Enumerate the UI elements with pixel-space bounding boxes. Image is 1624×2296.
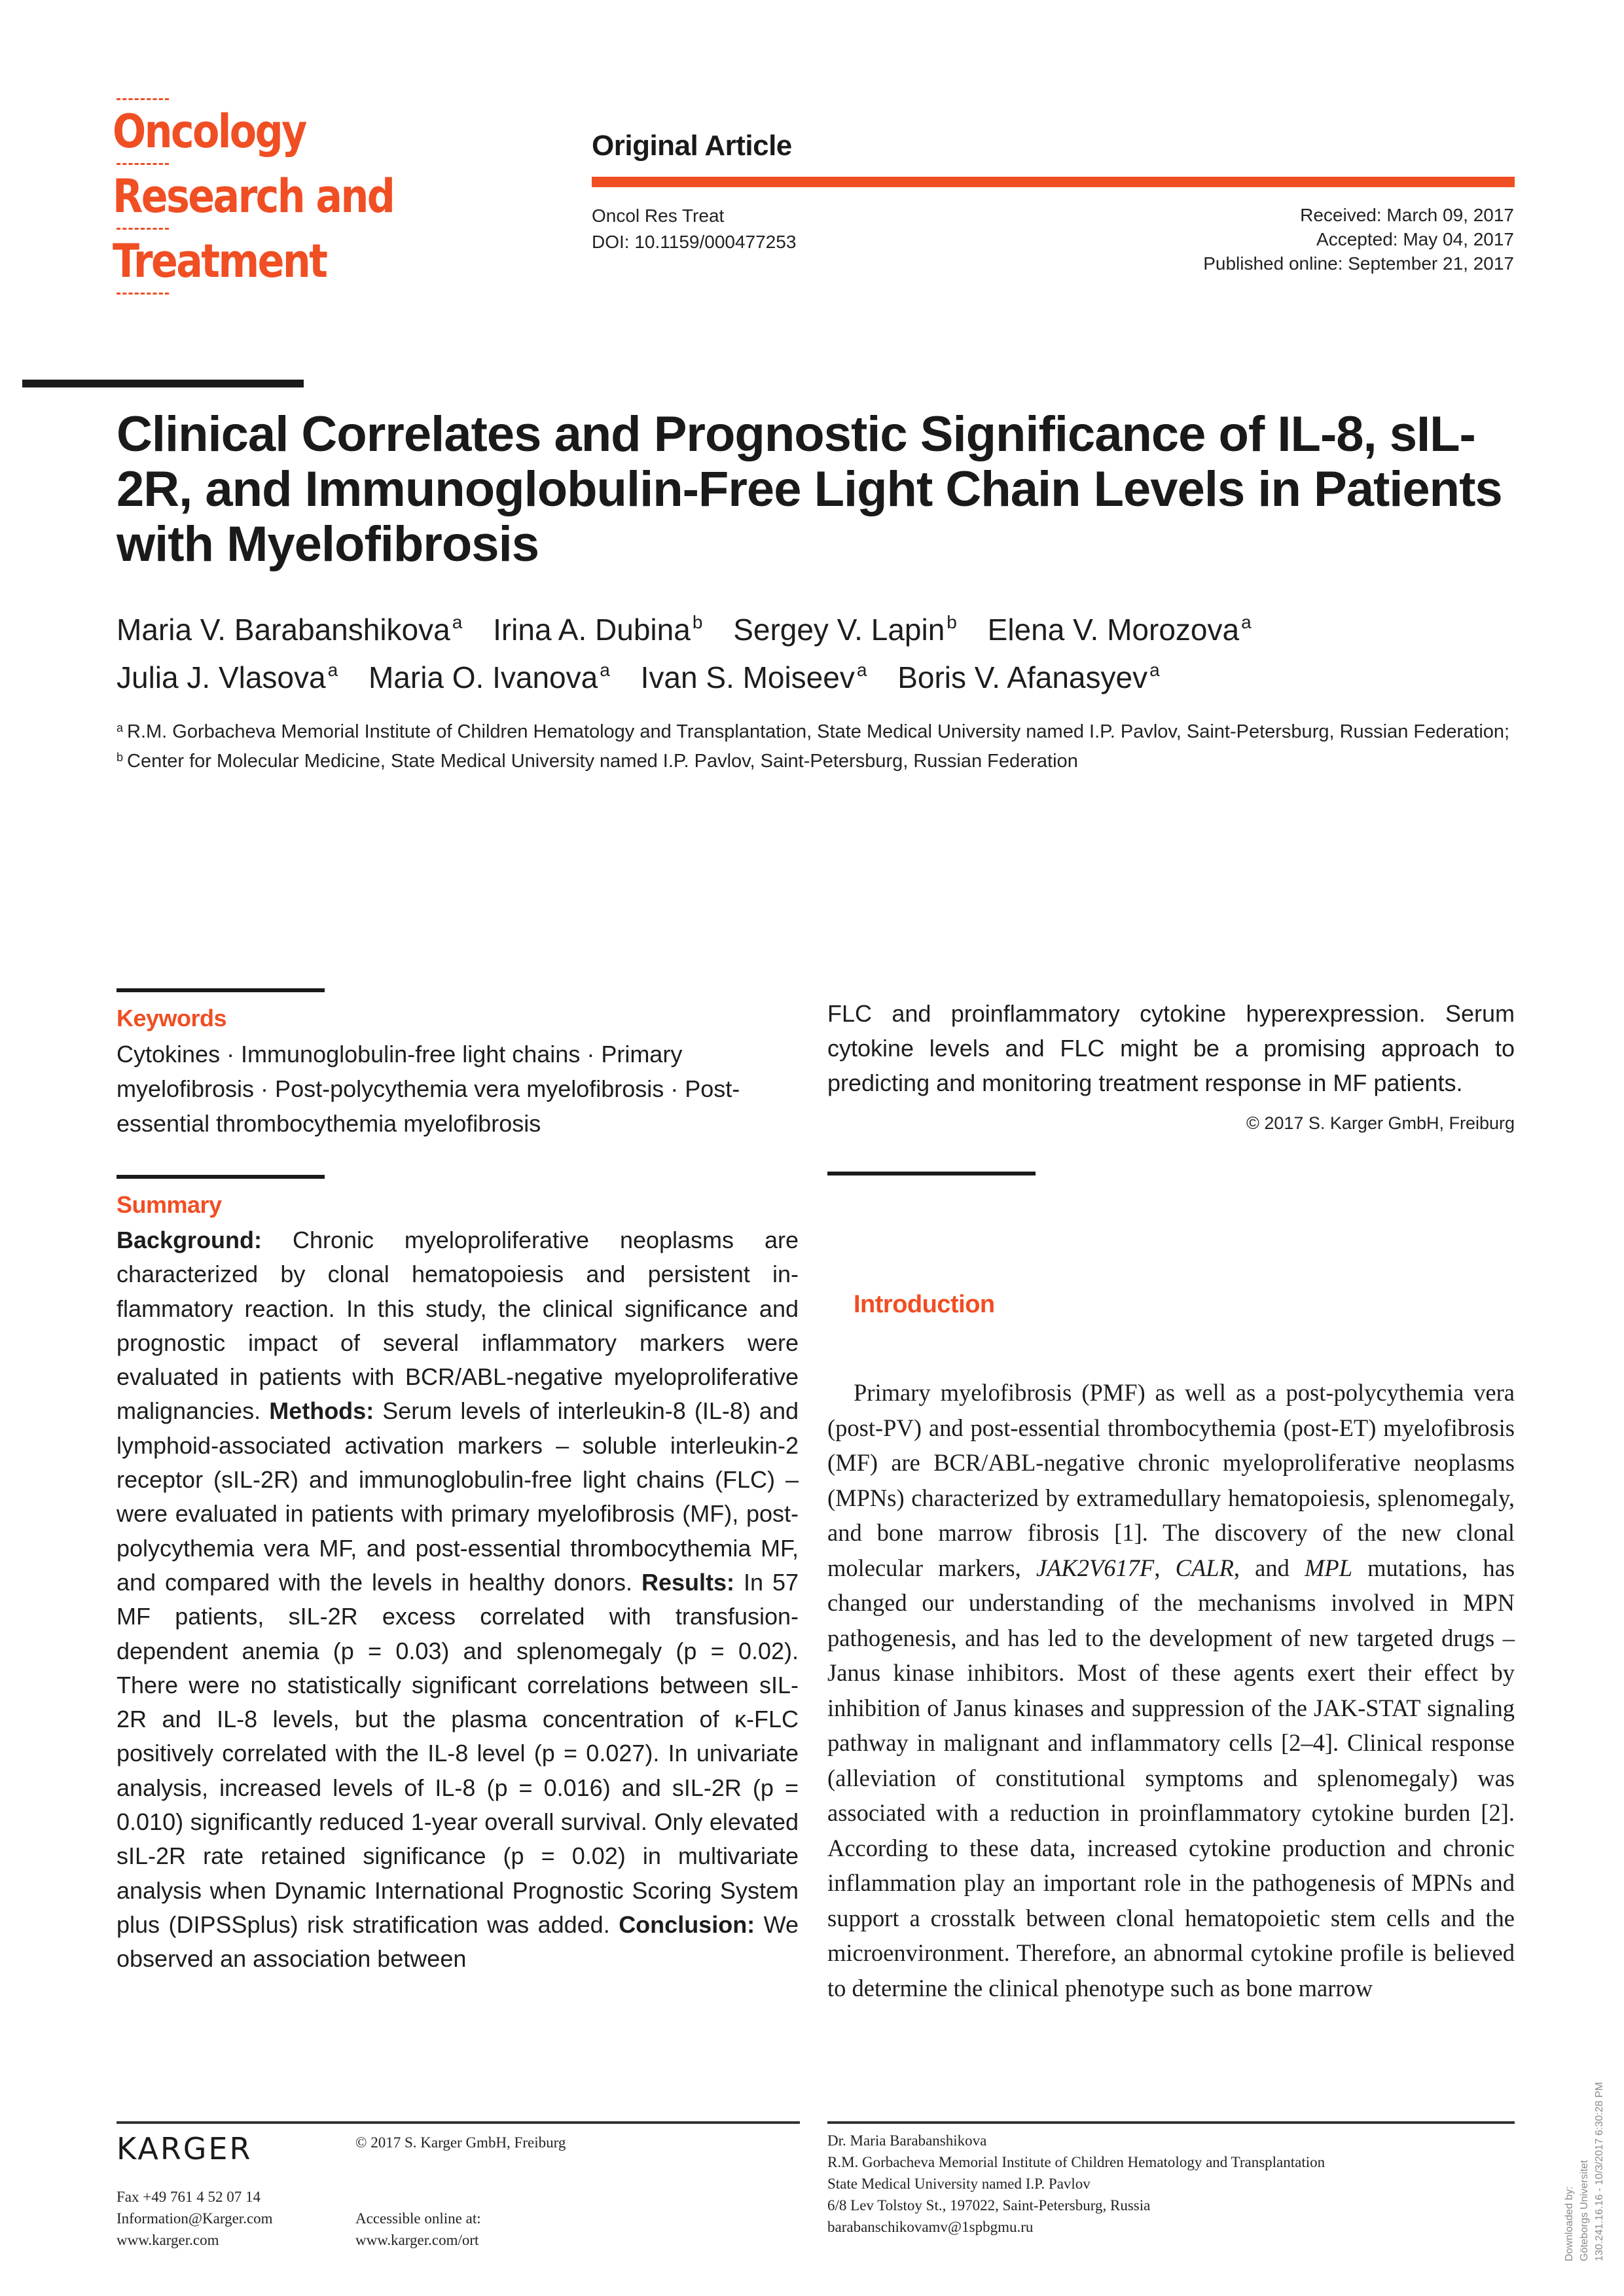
journal-logo: [113, 97, 453, 296]
fax: Fax +49 761 4 52 07 14: [117, 2189, 261, 2205]
background-text: Chronic myeloproliferative neoplasms are characterized by clonal hematopoiesis and persistent inflammatory reaction. In this study, the clinical significance and prognostic impact of several inflammatory markers were evaluated in patients with BCR/ABL-negative myeloproliferative malignancies.: [117, 1227, 799, 1425]
title-rule: [22, 380, 304, 387]
author: Elena V. Morozova $^a$: [987, 612, 1252, 647]
methods-label: Methods:: [269, 1397, 374, 1425]
download-watermark: Downloaded by: Göteborgs Universitet 130.241.16.16 - 10/3/2017 6:30:28 PM: [1564, 2082, 1605, 2261]
footer-rule: [117, 2121, 800, 2124]
affiliations: [117, 717, 1524, 776]
keywords-heading: Keywords: [117, 1005, 227, 1031]
introduction-heading: Introduction: [854, 1291, 995, 1318]
correspondence-name: Dr. Maria Barabanshikova: [827, 2132, 987, 2149]
correspondence-institute: R.M. Gorbacheva Memorial Institute of Children Hematology and Transplantation: [827, 2154, 1326, 2170]
footer-rule: [827, 2121, 1515, 2124]
results-text: In 57 MF patients, sIL-2R excess correlated with transfusion-dependent anemia (p = 0.03) and splenomegaly (p = 0.02). There were no statistically significant correlations between sIL-2R and IL-8 levels, but the plasma concentration of κ-FLC positively correlated with the IL-8 level (p = 0.027). In univariate analysis, increased levels of IL-8 (p = 0.016) and sIL-2R (p = 0.010) significantly reduced 1-year overall survival. Only elevated sIL-2R rate retained significance (p = 0.02) in multivariate analysis when Dynamic International Prognostic Scoring System plus (DIPSSplus) risk stratification was added.: [117, 1568, 799, 1938]
author: Boris V. Afanasyev $^a$: [897, 660, 1160, 694]
gene-name: JAK2V617F: [1036, 1554, 1155, 1581]
section-rule: [117, 1175, 325, 1179]
publication-dates: [1203, 203, 1514, 276]
methods-text: Serum levels of interleukin-8 (IL-8) and lymphoid-associated activation markers – soluble interleukin-2 receptor (sIL-2R) and immunoglobulin-free light chains (FLC) – were evaluated in patients with primary myelofibrosis (MF), post-polycythemia vera MF, and post-essential thrombocythemia MF, and compared with the levels in healthy donors.: [117, 1397, 799, 1596]
summary-heading: Summary: [117, 1191, 222, 1218]
author: Sergey V. Lapin $^b$: [733, 612, 957, 647]
author: Ivan S. Moiseev $^a$: [640, 660, 867, 694]
background-label: Background:: [117, 1227, 262, 1253]
logo-dashed-rule: [117, 228, 169, 230]
access-label: Accessible online at:: [355, 2210, 481, 2227]
summary-text: [117, 1223, 799, 1977]
author: Irina A. Dubina $^b$: [493, 612, 703, 647]
affiliation: b Center for Molecular Medicine, State Medical University named I.P. Pavlov, Saint-Petersburg, Russian Federation: [117, 751, 1078, 772]
footer-copyright: © 2017 S. Karger GmbH, Freiburg: [355, 2134, 566, 2151]
article-type: Original Article: [592, 130, 792, 162]
access-url-link[interactable]: www.karger.com/ort: [355, 2232, 479, 2248]
logo-line-3: Treatment: [113, 234, 327, 288]
journal-meta: [592, 203, 796, 255]
correspondence-university: State Medical University named I.P. Pavlov: [827, 2176, 1091, 2192]
journal-abbrev: Oncol Res Treat: [592, 206, 725, 226]
header-accent-bar: [592, 177, 1515, 187]
logo-dashed-rule: [117, 98, 169, 100]
left-column: [117, 988, 799, 1977]
author: Maria V. Barabanshikova $^a$: [117, 612, 463, 647]
introduction-body: [827, 1375, 1515, 2005]
publisher-email-link[interactable]: Information@Karger.com: [117, 2210, 273, 2227]
author: Julia J. Vlasova $^a$: [117, 660, 338, 694]
conclusion-text-part1: We observed an association between: [117, 1910, 799, 1973]
gene-name: MPL: [1305, 1554, 1352, 1581]
logo-dashed-rule: [117, 293, 169, 295]
introduction-paragraph: Primary myelofibrosis (PMF) as well as a post-polycythemia vera (post-PV) and post-essential thrombocythemia (post-ET) myelofibrosis (MF) are BCR/ABL-negative chronic myeloproliferative neoplasms (MPNs) characterized by extramedullary hematopoiesis, splenomegaly, and bone marrow fibrosis [1]. The discovery of the new clonal molecular markers, JAK2V617F, CALR, and MPL mutations, has changed our understanding of the mechanisms involved in MPN pathogenesis, and has led to the development of new targeted drugs – Janus kinase inhibitors. Most of these agents exert their effect by inhibition of Janus kinases and suppression of the JAK-STAT signaling pathway in malignant and inflammatory cells [2–4]. Clinical response (alleviation of constitutional symptoms and splenomegaly) was associated with a reduction in proinflammatory cytokine burden [2]. According to these data, increased cytokine production and chronic inflammation play an important role in the pathogenesis of MPNs and support a crosstalk between clonal hematopoietic stem cells and the microenvironment. Therefore, an abnormal cytokine profile is believed to determine the clinical phenotype such as bone marrow: [827, 1379, 1515, 2001]
article-title: Clinical Correlates and Prognostic Significance of IL-8, sIL-2R, and Immunoglobulin-Free Light Chain Levels in Patients with Myelofibrosis: [117, 406, 1502, 572]
publisher-website-link[interactable]: www.karger.com: [117, 2232, 219, 2248]
correspondence-address: 6/8 Lev Tolstoy St., 197022, Saint-Petersburg, Russia: [827, 2197, 1151, 2214]
publisher-contact: [117, 2186, 273, 2251]
section-rule: [117, 988, 325, 992]
summary-copyright: © 2017 S. Karger GmbH, Freiburg: [1246, 1113, 1515, 1133]
correspondence-email-link[interactable]: barabanschikovamv@1spbgmu.ru: [827, 2219, 1034, 2235]
date-received: Received: March 09, 2017: [1300, 205, 1514, 225]
date-accepted: Accepted: May 04, 2017: [1316, 229, 1514, 249]
logo-line-1: Oncology: [113, 105, 306, 158]
correspondence: [827, 2130, 1325, 2238]
affiliation: a R.M. Gorbacheva Memorial Institute of Children Hematology and Transplantation, State Medical University named I.P. Pavlov, Saint-Petersburg, Russian Federation;: [117, 721, 1510, 742]
date-published: Published online: September 21, 2017: [1203, 253, 1514, 274]
conclusion-text-part2: FLC and proinflammatory cytokine hyperexpression. Serum cytokine levels and FLC might be a promising approach to predicting and monitoring treatment response in MF patients.: [827, 1000, 1515, 1096]
section-rule: [827, 1172, 1036, 1175]
publisher-logo: KARGER: [117, 2131, 253, 2166]
right-column: [827, 988, 1515, 2005]
logo-line-2: Research and: [113, 170, 394, 223]
doi[interactable]: DOI: 10.1159/000477253: [592, 232, 797, 252]
keywords-text: Cytokines · Immunoglobulin-free light chains · Primary myelofibrosis · Post-polycythemia vera myelofibrosis · Post-essential thrombocythemia myelofibrosis: [117, 1041, 740, 1137]
online-access: [355, 2208, 481, 2251]
gene-name: CALR: [1175, 1554, 1234, 1581]
author: Maria O. Ivanova $^a$: [368, 660, 610, 694]
logo-dashed-rule: [117, 163, 169, 165]
author-list: [117, 602, 1524, 698]
results-label: Results:: [641, 1568, 735, 1596]
conclusion-label: Conclusion:: [619, 1910, 755, 1938]
